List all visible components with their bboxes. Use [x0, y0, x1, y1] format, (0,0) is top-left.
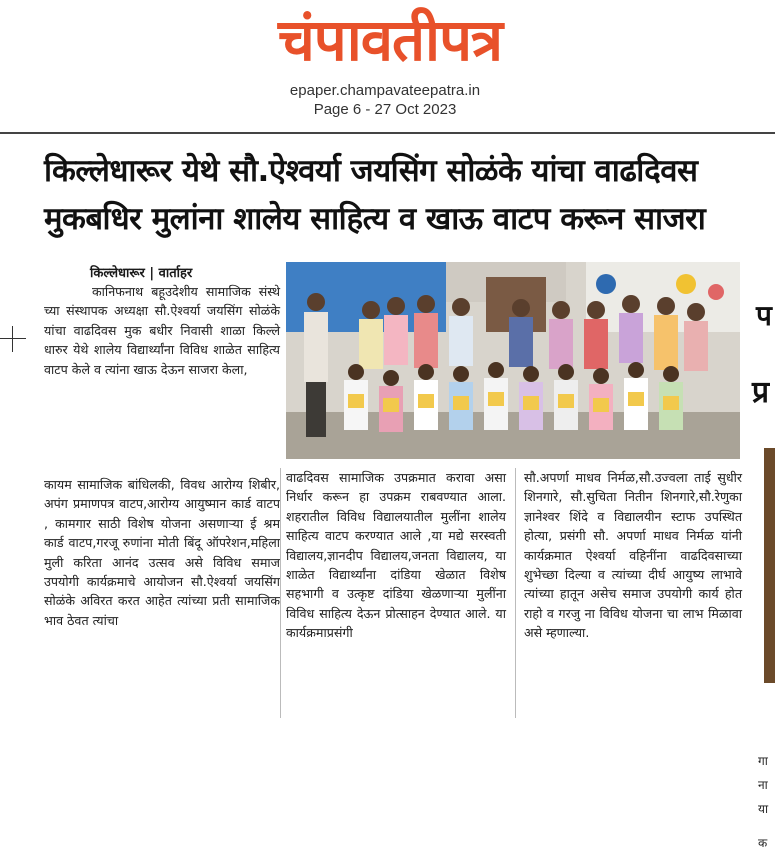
masthead-title: चंपावतीपत्र: [277, 6, 503, 74]
adjacent-text-fragment-4: क: [758, 836, 768, 850]
headline-line-2: मुकबधिर मुलांना शालेय साहित्य व खाऊ वाटप करून साजरा: [44, 201, 706, 237]
column-1-body: कायम सामाजिक बांधिलकी, विवध आरोग्य शिबीर, अपंग प्रमाणपत्र वाटप,आरोग्य आयुष्मान कार्ड वाटप , कामगार साठी विशेष योजना असणाऱ्या ई श्रम कार्ड वाटप,गरजू रुणांना मोती बिंदू ऑपरेशन,महिला मुली करिता आनंद उत्सव असे विविध समाज उपयोगी कार्यक्रमाचे आयोजन सौ.ऐश्वर्या जयसिंग सोळंके अविरत करत आहेत त्यांच्या प्रती सामाजिक भाव ठेवत त्यांचा: [44, 477, 280, 628]
adjacent-photo-edge: [764, 448, 775, 683]
column-2: वाढदिवस सामाजिक उपक्रमात करावा असा निर्धार करून हा उपक्रम राबवण्यात आला. शहरातील विविध विद्यालयातील मुलींना शालेय साहित्य वाटप करण्यात आले ,या मद्ये सरस्वती विद्यालय,ज्ञानदीप विद्यालय,जनता विद्यालय, या शाळेत विद्यार्थ्यांना दांडिया खेळात विशेष सहभागी व उत्कृष्ट दांडिया खेळणाऱ्या मुलींना विविध साहित्य देऊन प्रोत्साहन देण्यात आले. या कार्यक्रमाप्रसंगी: [286, 470, 506, 641]
adjacent-headline-glyph-2: प्र: [752, 375, 770, 410]
group-photo-illustration: [286, 262, 740, 459]
adjacent-article-strip: [752, 140, 775, 850]
byline: किल्लेधारूर | वार्ताहर: [90, 266, 193, 281]
top-rule: [0, 132, 775, 134]
crop-mark-vertical: [12, 326, 13, 352]
group-photo: [286, 262, 740, 459]
adjacent-headline-glyph-1: प: [756, 299, 772, 332]
epaper-url[interactable]: epaper.champavateepatra.in: [289, 82, 481, 99]
adjacent-text-fragment-2: ना: [758, 778, 768, 792]
column-3: सौ.अपर्णा माधव निर्मळ,सौ.उज्वला ताई सुधीर शिनगारे, सौ.सुचिता नितीन शिनगारे,सौ.रेणुका ज्ञानेश्वर शिंदे व विद्यालयीन स्टाफ उपस्थित होत्या, प्रसंगी सौ. अपर्णा माधव निर्मळ यांनी कार्यक्रमात ऐश्वर्या वहिनींना वाढदिवसाच्या शुभेच्छा दिल्या व त्यांच्या दीर्घ आयुष्य लाभावे त्यांच्या हातून असेच समाज उपयोगी कार्य होत राहो व गरजु ना विविध योजना चा लाभ मिळावा असे म्हणाल्या.: [524, 470, 742, 641]
column-separator-1: [280, 468, 281, 718]
page-info: Page 6 - 27 Oct 2023: [313, 101, 457, 118]
column-separator-2: [515, 468, 516, 718]
crop-mark-horizontal: [0, 338, 26, 339]
adjacent-text-fragment-1: गा: [758, 754, 768, 768]
headline-line-1: किल्लेधारूर येथे सौ.ऐश्वर्या जयसिंग सोळंके यांचा वाढदिवस: [44, 153, 698, 189]
adjacent-text-fragment-3: या: [758, 802, 769, 816]
column-1-intro: कानिफनाथ बहूउदेशीय सामाजिक संस्थे च्या संस्थापक अध्यक्षा सौ.ऐश्वर्या जयसिंग सोळंके यांचा वाढदिवस मुक बधीर निवासी शाळा किल्ले धारुर येथे शालेय विद्यार्थ्यांना विविध शाळेत साहित्य वाटप केले व त्यांना खाऊ देऊन साजरा केला,: [44, 284, 280, 377]
